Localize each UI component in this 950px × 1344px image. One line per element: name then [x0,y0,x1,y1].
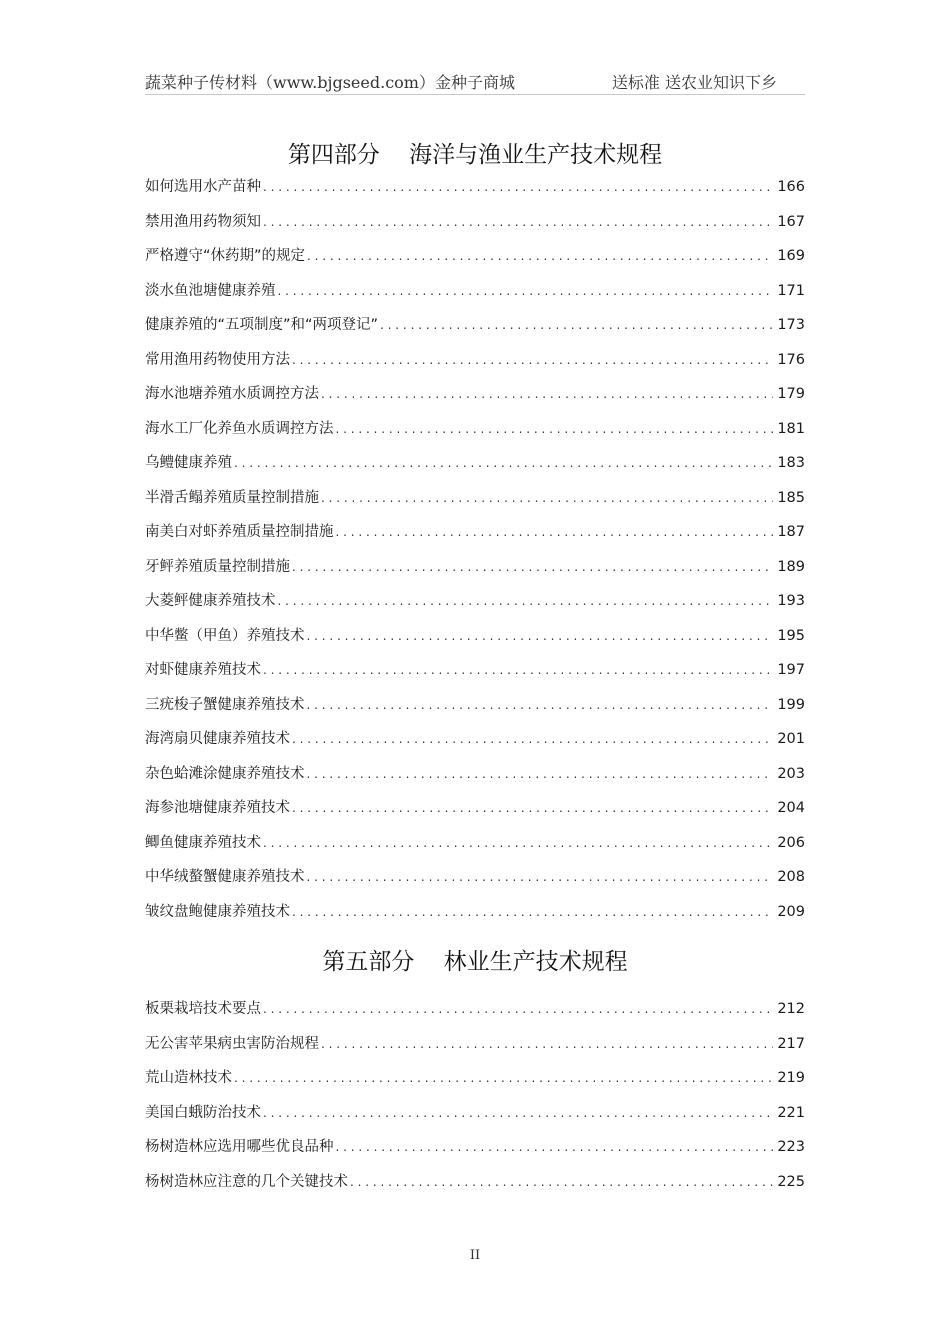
toc-dot-leader [307,866,774,888]
toc-entry-page: 208 [777,869,805,885]
toc-entry-page: 217 [777,1035,805,1052]
toc-entry-title: 海湾扇贝健康养殖技术 [145,731,290,747]
toc-entry-title: 板栗栽培技术要点 [145,1001,261,1017]
toc-entry-page: 206 [777,834,805,851]
toc-entry-title: 海水池塘养殖水质调控方法 [145,386,319,402]
toc-entry-page: 201 [777,731,805,747]
toc-dot-leader [336,1136,774,1158]
toc-dot-leader [321,1033,773,1055]
toc-entry[interactable] [145,521,805,543]
toc-dot-leader [278,590,774,612]
toc-entry[interactable] [145,694,805,716]
section-title-4: 第四部分 海洋与渔业生产技术规程 [287,142,663,168]
toc-entry[interactable] [145,1136,805,1158]
toc-entry-page: 209 [777,903,805,920]
toc-entry-page: 225 [777,1173,805,1190]
toc-dot-leader [380,314,773,336]
toc-dot-leader [263,211,773,233]
toc-entry-title: 健康养殖的“五项制度”和“两项登记” [145,317,379,333]
toc-entry-page: 187 [777,524,805,540]
toc-dot-leader [307,625,774,647]
toc-entry-title: 禁用渔用药物须知 [145,213,261,230]
toc-entry[interactable] [145,349,805,371]
toc-dot-leader [307,694,774,716]
toc-entry-page: 197 [777,662,805,678]
toc-entry-title: 皱纹盘鲍健康养殖技术 [145,903,290,920]
toc-dot-leader [263,176,773,198]
toc-entry-page: 203 [777,765,805,782]
toc-dot-leader [292,901,773,923]
toc-entry-title: 乌鳢健康养殖 [145,455,232,471]
toc-entry[interactable] [145,590,805,612]
toc-entry[interactable] [145,728,805,750]
toc-dot-leader [292,797,773,819]
toc-dot-leader [278,280,774,302]
toc-entry[interactable] [145,1171,805,1193]
toc-entry-page: 167 [777,213,805,230]
toc-entry-page: 166 [777,179,805,195]
toc-entry-page: 193 [777,593,805,609]
toc-entry-title: 南美白对虾养殖质量控制措施 [145,524,334,540]
toc-entry[interactable] [145,763,805,785]
toc-dot-leader [234,1067,773,1089]
toc-entry[interactable] [145,245,805,267]
toc-entry-title: 如何选用水产苗种 [145,179,261,195]
toc-dot-leader [292,349,773,371]
toc-entry-title: 三疣梭子蟹健康养殖技术 [145,696,305,713]
toc-entry-page: 173 [777,317,805,333]
toc-entry-page: 181 [777,420,805,437]
toc-entry[interactable] [145,901,805,923]
toc-entry[interactable] [145,211,805,233]
toc-entry-title: 海参池塘健康养殖技术 [145,800,290,816]
header-left-text: 蔬菜种子传材料（www.bjgseed.com）金种子商城 [145,73,515,92]
toc-dot-leader [263,832,773,854]
toc-entry-page: 223 [777,1139,805,1155]
toc-entry[interactable] [145,1102,805,1124]
toc-entry[interactable] [145,1033,805,1055]
toc-entry-title: 鲫鱼健康养殖技术 [145,834,261,851]
toc-entry[interactable] [145,487,805,509]
toc-entry[interactable] [145,797,805,819]
toc-dot-leader [292,728,773,750]
toc-entry-page: 176 [777,351,805,368]
toc-entry[interactable] [145,659,805,681]
toc-entry-page: 169 [777,248,805,264]
toc-entry-page: 195 [777,627,805,644]
toc-entry-page: 212 [777,1001,805,1017]
toc-dot-leader [307,245,773,267]
toc-entry-title: 杨树造林应选用哪些优良品种 [145,1139,334,1155]
toc-dot-leader [350,1171,773,1193]
toc-entry-title: 常用渔用药物使用方法 [145,351,290,368]
toc-dot-leader [336,418,774,440]
toc-entry-page: 185 [777,489,805,506]
toc-entry-title: 牙鲆养殖质量控制措施 [145,558,290,575]
header-right-text: 送标准 送农业知识下乡 [611,73,777,92]
toc-entry-page: 189 [777,558,805,575]
toc-entry-title: 杂色蛤滩涂健康养殖技术 [145,765,305,782]
toc-entry-title: 无公害苹果病虫害防治规程 [145,1035,319,1052]
toc-entry[interactable] [145,452,805,474]
toc-entry-title: 海水工厂化养鱼水质调控方法 [145,420,334,437]
toc-entry[interactable] [145,866,805,888]
toc-entry-title: 中华鳖（甲鱼）养殖技术 [145,627,305,644]
toc-entry[interactable] [145,556,805,578]
toc-dot-leader [263,659,773,681]
toc-entry-title: 半滑舌鳎养殖质量控制措施 [145,489,319,506]
toc-entry-page: 183 [777,455,805,471]
toc-dot-leader [307,763,774,785]
toc-dot-leader [321,383,773,405]
toc-dot-leader [263,1102,773,1124]
toc-entry-page: 221 [777,1104,805,1121]
toc-entry-title: 中华绒螯蟹健康养殖技术 [145,869,305,885]
toc-entry-page: 171 [777,282,805,299]
toc-entry-page: 179 [777,386,805,402]
toc-entry[interactable] [145,383,805,405]
toc-entry-title: 淡水鱼池塘健康养殖 [145,282,276,299]
toc-dot-leader [321,487,773,509]
toc-entry[interactable] [145,418,805,440]
toc-entry-title: 杨树造林应注意的几个关键技术 [145,1173,348,1190]
toc-entry[interactable] [145,1067,805,1089]
toc-entry-title: 严格遵守“休药期”的规定 [145,248,306,264]
toc-dot-leader [263,998,773,1020]
toc-entry[interactable] [145,314,805,336]
toc-dot-leader [234,452,773,474]
toc-entry-title: 荒山造林技术 [145,1070,232,1086]
toc-entry-title: 美国白蛾防治技术 [145,1104,261,1121]
section-title-5: 第五部分 林业生产技术规程 [322,949,628,975]
toc-entry-title: 大菱鲆健康养殖技术 [145,593,276,609]
toc-entry[interactable] [145,998,805,1020]
toc-entry-page: 199 [777,696,805,713]
toc-entry[interactable] [145,280,805,302]
toc-dot-leader [336,521,774,543]
toc-entry[interactable] [145,625,805,647]
toc-dot-leader [292,556,773,578]
toc-entry-page: 204 [777,800,805,816]
toc-entry[interactable] [145,832,805,854]
toc-entry-title: 对虾健康养殖技术 [145,662,261,678]
page-number: II [469,1248,481,1263]
toc-entry[interactable] [145,176,805,198]
toc-entry-page: 219 [777,1070,805,1086]
page-header [145,66,805,95]
